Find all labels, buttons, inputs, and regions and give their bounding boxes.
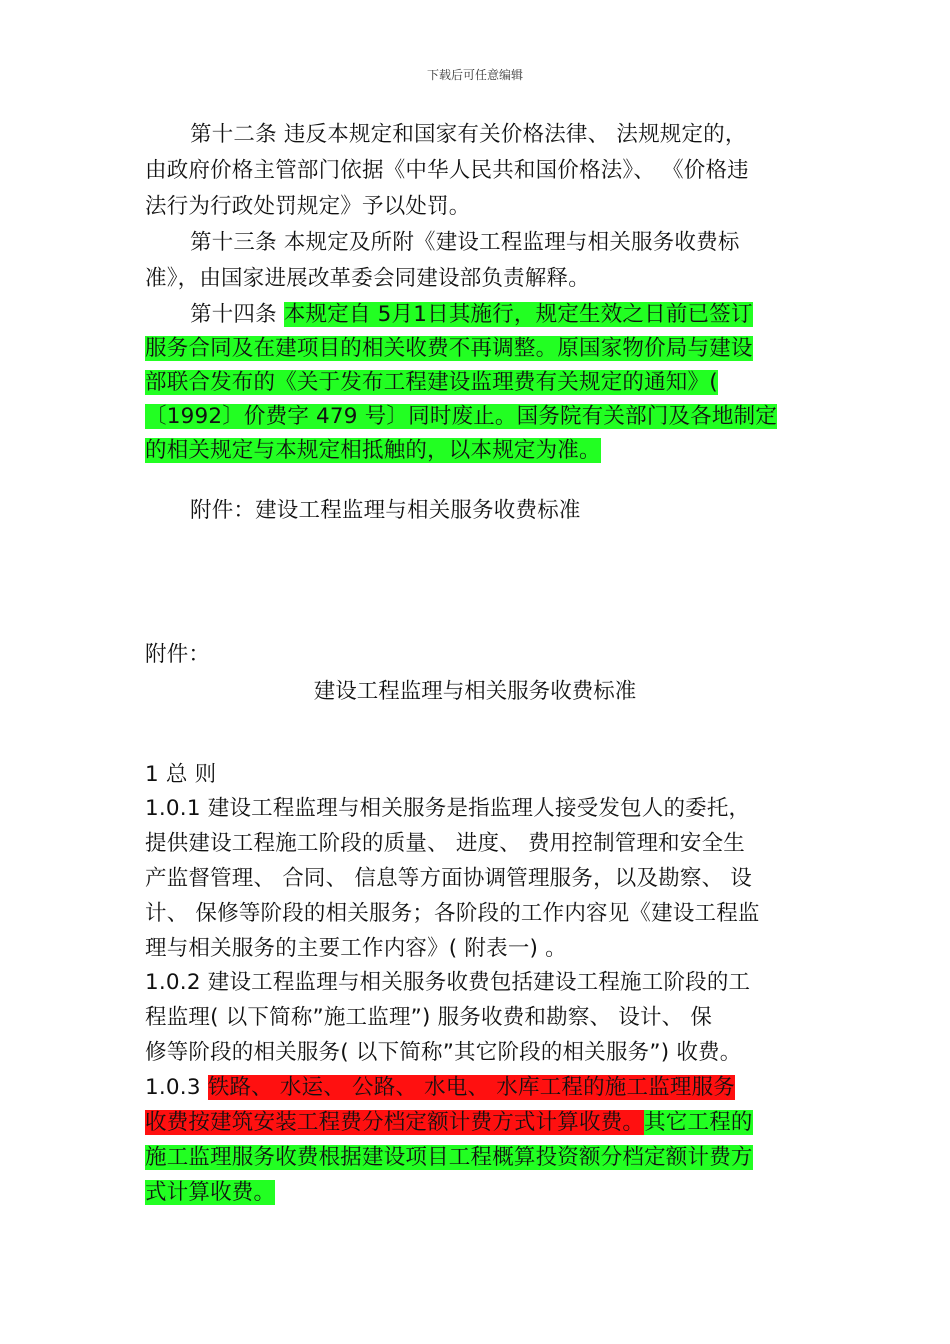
article-14-line-2 — [145, 332, 753, 366]
clause-1-0-1-line-1: 1.0.1 建设工程监理与相关服务是指监理人接受发包人的委托， — [145, 796, 751, 821]
clause-1-0-3-line-1 — [145, 1071, 735, 1105]
article-14-line-5 — [145, 434, 601, 468]
article-14-line-3 — [145, 366, 718, 400]
attachment-reference: 附件：建设工程监理与相关服务收费标准 — [190, 498, 581, 523]
highlight-green: 〔1992〕价费字 479 号〕同时废止。国务院有关部门及各地制定 — [145, 404, 778, 429]
clause-1-0-1-line-4: 计、 保修等阶段的相关服务；各阶段的工作内容见《建设工程监 — [145, 901, 760, 926]
highlight-green: 施工监理服务收费根据建设项目工程概算投资额分档定额计费方 — [145, 1145, 753, 1170]
highlight-green: 本规定自 5月1日其施行，规定生效之日前已签订 — [283, 302, 753, 327]
clause-1-0-3-line-2 — [145, 1106, 753, 1140]
article-12-line-2: 由政府价格主管部门依据《中华人民共和国价格法》、 《价格违 — [145, 158, 749, 183]
highlight-green: 服务合同及在建项目的相关收费不再调整。原国家物价局与建设 — [145, 336, 753, 361]
article-13-line-2: 准》，由国家进展改革委会同建设部负责解释。 — [145, 266, 590, 291]
clause-1-0-1-line-3: 产监督管理、 合同、 信息等方面协调管理服务，以及勘察、 设 — [145, 866, 753, 891]
article-12-line-3: 法行为行政处罚规定》予以处罚。 — [145, 194, 471, 219]
page-header: 下载后可任意编辑 — [426, 68, 523, 82]
article-14-line-4 — [145, 400, 777, 434]
attachment-title: 建设工程监理与相关服务收费标准 — [313, 679, 637, 704]
clause-1-0-3-line-3 — [145, 1141, 753, 1175]
article-14-line-1 — [190, 298, 753, 332]
clause-1-0-3-line-4 — [145, 1176, 275, 1210]
section-heading: 1 总 则 — [145, 762, 217, 787]
highlight-red: 铁路、 水运、 公路、 水电、 水库工程的施工监理服务 — [207, 1075, 735, 1100]
clause-1-0-1-line-5: 理与相关服务的主要工作内容》( 附表一) 。 — [145, 936, 567, 961]
highlight-green: 式计算收费。 — [145, 1180, 276, 1205]
article-12-line-1: 第十二条 违反本规定和国家有关价格法律、 法规规定的， — [190, 122, 747, 147]
highlight-green: 的相关规定与本规定相抵触的，以本规定为准。 — [145, 438, 601, 463]
highlight-green: 其它工程的 — [644, 1110, 753, 1135]
clause-1-0-2-line-1: 1.0.2 建设工程监理与相关服务收费包括建设工程施工阶段的工 — [145, 970, 751, 995]
article-14-prefix: 第十四条 — [190, 302, 284, 327]
clause-1-0-1-line-2: 提供建设工程施工阶段的质量、 进度、 费用控制管理和安全生 — [145, 831, 745, 856]
clause-1-0-2-line-2: 程监理( 以下简称”施工监理”) 服务收费和勘察、 设计、 保 — [145, 1005, 713, 1030]
article-13-line-1: 第十三条 本规定及所附《建设工程监理与相关服务收费标 — [190, 230, 740, 255]
highlight-green: 部联合发布的《关于发布工程建设监理费有关规定的通知》( — [145, 370, 718, 395]
clause-1-0-2-line-3: 修等阶段的相关服务( 以下简称”其它阶段的相关服务”) 收费。 — [145, 1040, 742, 1065]
clause-number: 1.0.3 — [145, 1075, 208, 1100]
highlight-red: 收费按建筑安装工程费分档定额计费方式计算收费。 — [145, 1110, 645, 1135]
attachment-label: 附件： — [145, 642, 211, 667]
